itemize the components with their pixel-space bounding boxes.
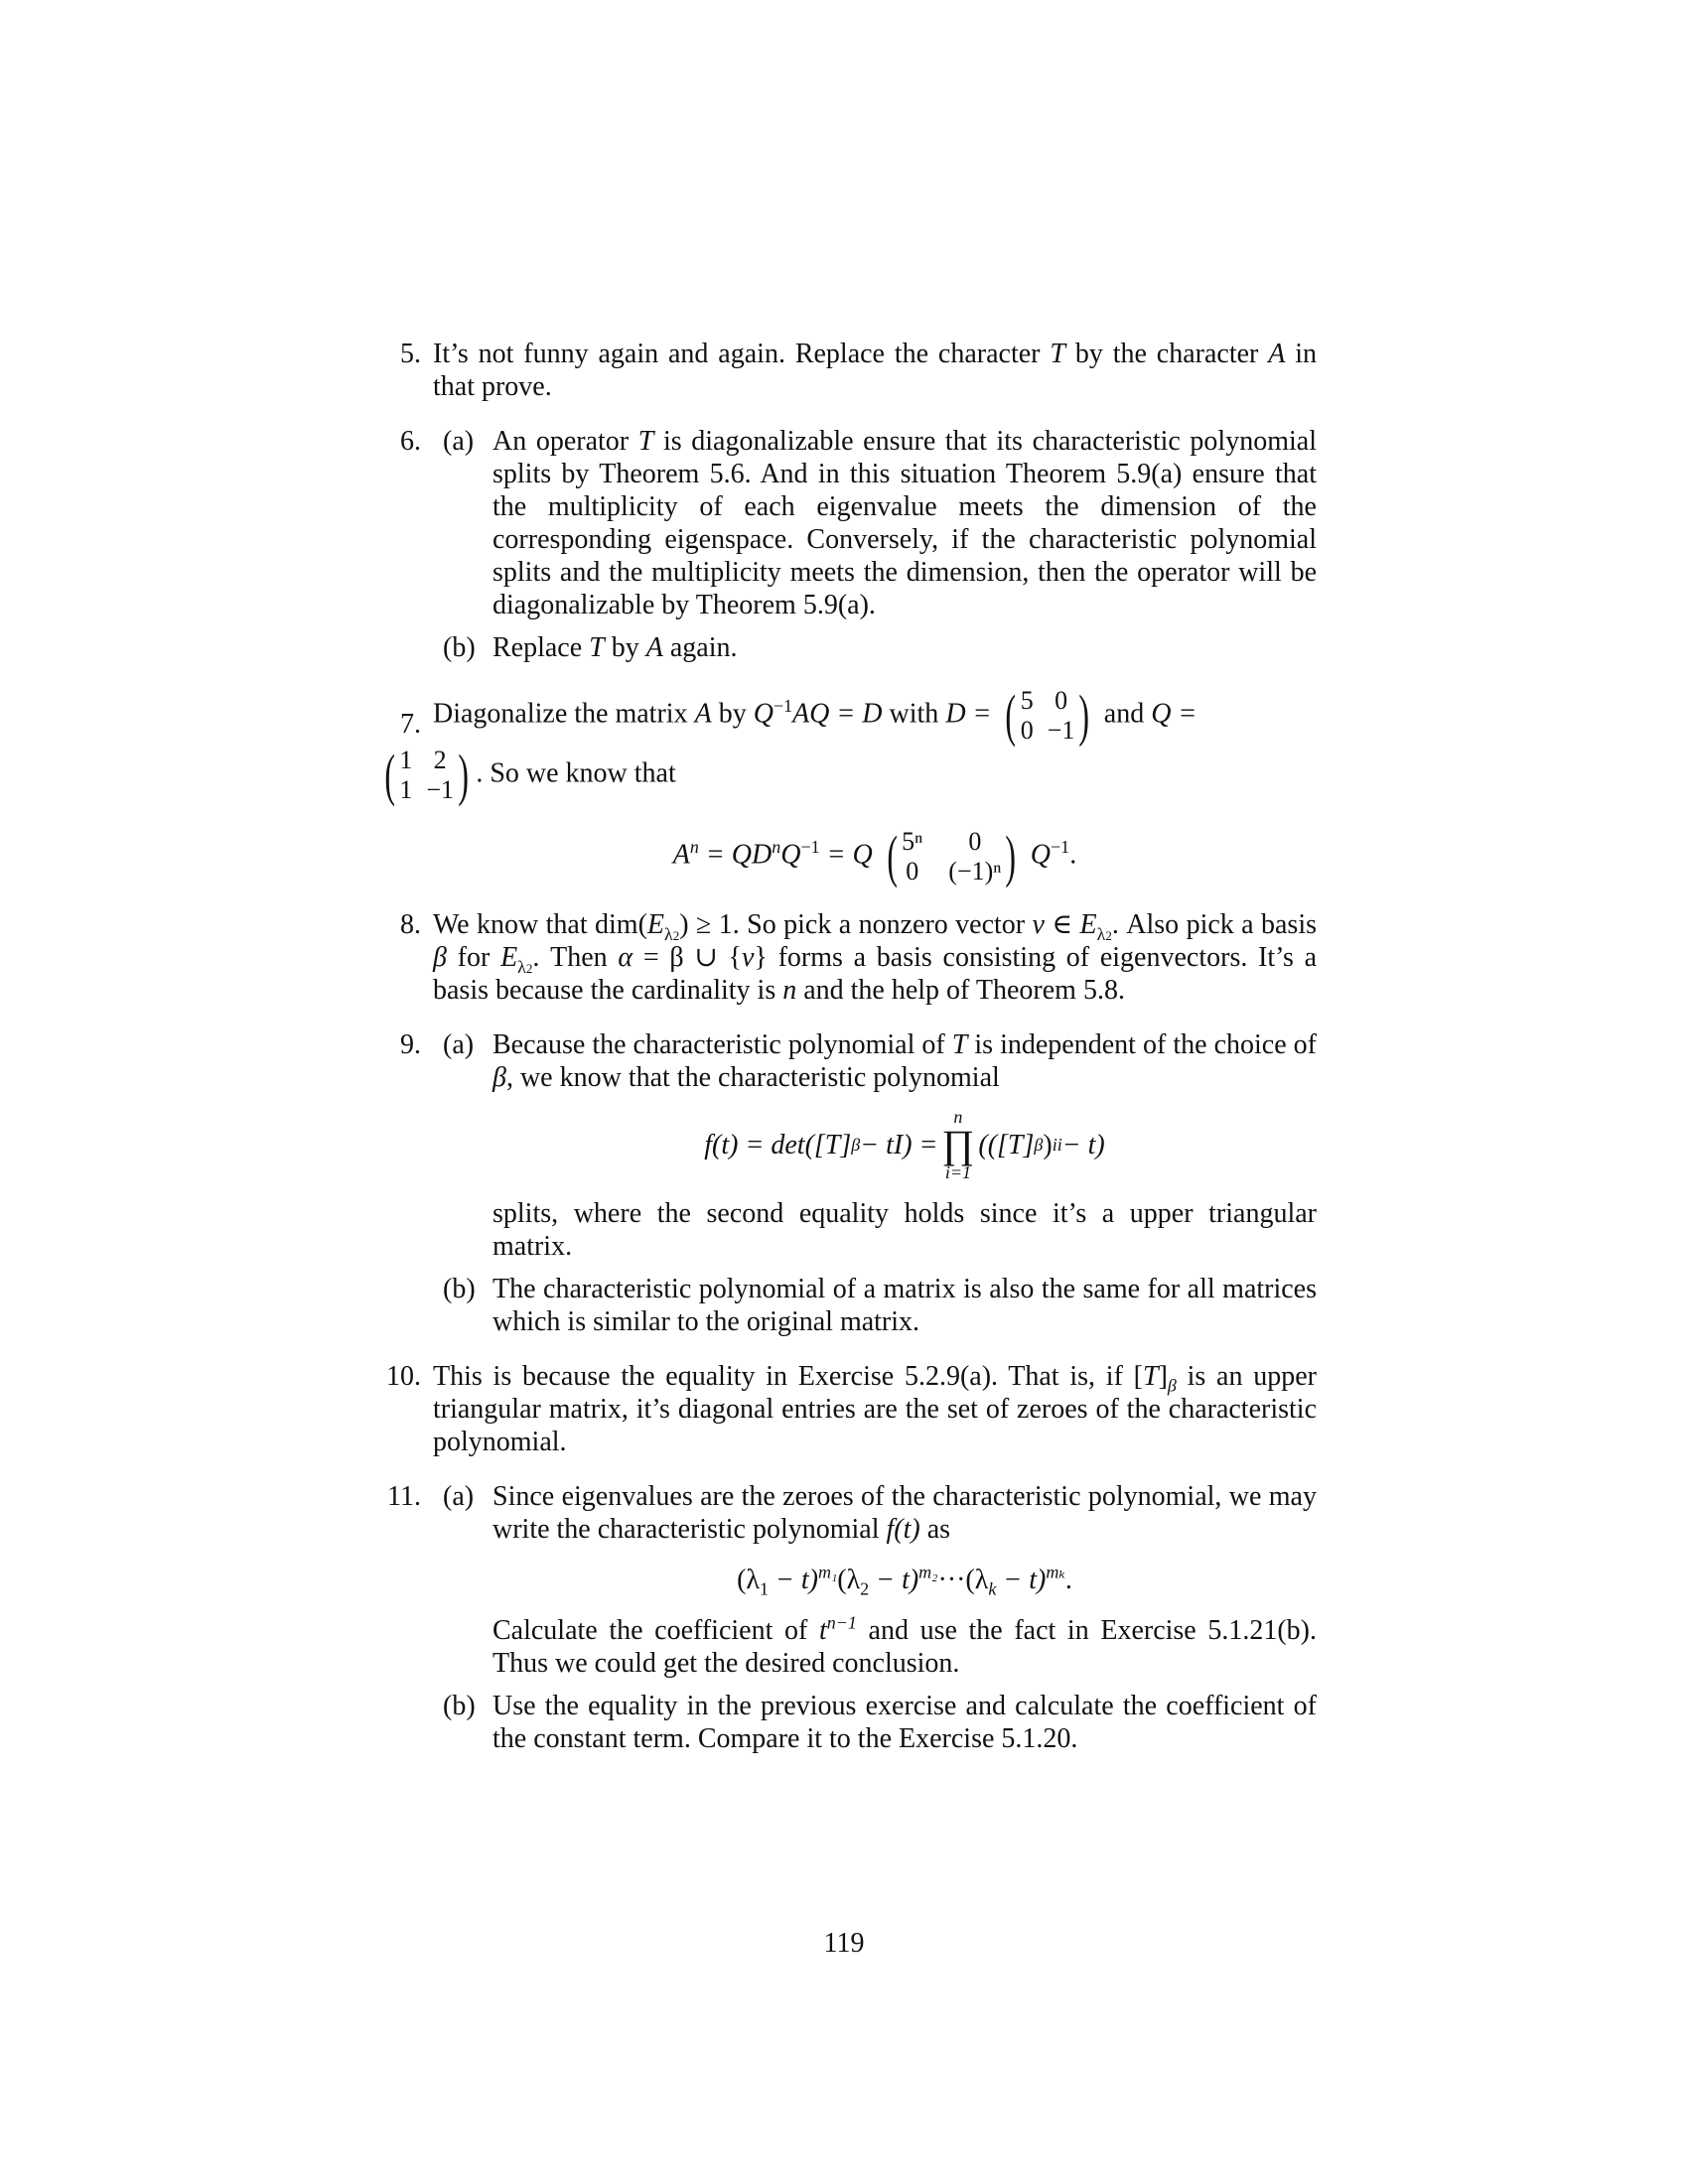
exercise-7: 7. Diagonalize the matrix A by $Q^{-1}AQ = D$ with D = ( 5 0 0 −1 ) and Q = ( 1 2 1 −1 ) . So we know that $A^n = QD^nQ^{-1} = Q$ ( 5ⁿ 0 0 (−1)ⁿ ) $Q^{-1}$. bbox=[377, 686, 1317, 887]
exercise-9 bbox=[377, 1028, 1317, 1338]
page-number: 119 bbox=[823, 1928, 865, 1959]
exercise-7-text: Diagonalize the matrix A by $Q^{-1}AQ = D$ with D = ( 5 0 0 −1 ) and Q = bbox=[433, 683, 1197, 748]
matrix-Dn: ( 5ⁿ 0 0 (−1)ⁿ ) bbox=[887, 824, 1017, 888]
item-number: 8. bbox=[400, 909, 421, 940]
matrix-D: ( 5 0 0 −1 ) bbox=[1005, 683, 1090, 748]
item-number: 5. bbox=[400, 339, 421, 369]
exercise-11a: (a) Since eigenvalues are the zeroes of the characteristic polynomial, we may write the characteristic polynomial f(t) as $(\lambda_1 - t)^{m_1}(\lambda_2 - t)^{m_2}\cdot\cdot\cdot(\lambda_k - t)^{m_k}$. Calculate the coefficient of $t^{n-1}$ and use the fact in Exercise 5.1.21(b). Thus we could get the desired conclusion. bbox=[443, 1481, 1317, 1679]
equation-char-poly: f(t) = det([T] β − tI) = n ∏ i=1 (([T] β ) ii − t) bbox=[704, 1107, 1105, 1182]
item-number: 11. bbox=[387, 1481, 421, 1512]
sub-label: (b) bbox=[443, 632, 476, 663]
sub-label: (b) bbox=[443, 1274, 476, 1304]
matrix-Q: ( 1 2 1 −1 ) bbox=[384, 743, 469, 807]
exercise-10-text: This is because the equality in Exercise 5.2.9(a). That is, if $[T]_\beta$ is an upper triangular matrix, it’s diagonal entries are the set of zeroes of the characteristic polynomial. bbox=[433, 1361, 1317, 1457]
exercise-5 bbox=[377, 338, 1317, 403]
item-number: 10. bbox=[386, 1361, 421, 1392]
exercise-8 bbox=[377, 908, 1317, 1007]
exercise-9b: (b) The characteristic polynomial of a matrix is also the same for all matrices which is similar to the original matrix. bbox=[443, 1274, 1317, 1337]
exercise-6a: (a) An operator T is diagonalizable ensure that its characteristic polynomial splits by Theorem 5.6. And in this situation Theorem 5.9(a) ensure that the multiplicity of each eigenvalue meets the dimension of the corresponding eigenspace. Conversely, if the characteristic polynomial splits and the multiplicity meets the dimension, then the operator will be diagonalizable by Theorem 5.9(a). bbox=[443, 426, 1317, 620]
exercise-6 bbox=[377, 425, 1317, 664]
exercise-5-text: It’s not funny again and again. Replace the character T by the character A in that prove. bbox=[433, 339, 1317, 402]
exercise-11 bbox=[377, 1480, 1317, 1755]
sub-label: (a) bbox=[443, 1029, 475, 1060]
exercise-10 bbox=[377, 1360, 1317, 1458]
product-symbol: n ∏ i=1 bbox=[941, 1107, 975, 1182]
sub-label: (a) bbox=[443, 426, 475, 457]
exercise-11b: (b) Use the equality in the previous exercise and calculate the coefficient of the constant term. Compare it to the Exercise 5.1.20. bbox=[443, 1691, 1317, 1754]
item-number: 6. bbox=[400, 426, 421, 457]
exercise-6b: (b) Replace T by A again. bbox=[443, 632, 738, 663]
page-body bbox=[377, 338, 1317, 1777]
sub-label: (a) bbox=[443, 1481, 475, 1512]
exercise-9a: (a) Because the characteristic polynomial of T is independent of the choice of β, we know that the characteristic polynomial f(t) = det([T] β − tI) = n ∏ i=1 (([T] β ) ii − t) splits, where the second equality holds since it’s a upper triangular matrix. bbox=[443, 1029, 1317, 1262]
equation-An: $A^n = QD^nQ^{-1} = Q$ ( 5ⁿ 0 0 (−1)ⁿ ) $Q^{-1}$. bbox=[672, 824, 1077, 888]
item-number: 7. bbox=[400, 709, 421, 740]
equation-factorization: $(\lambda_1 - t)^{m_1}(\lambda_2 - t)^{m_2}\cdot\cdot\cdot(\lambda_k - t)^{m_k}$. bbox=[737, 1562, 1072, 1599]
exercise-8-text: We know that $dim(E_{\lambda 2}) \ge 1$. So pick a nonzero vector v ∈ $E_{\lambda 2}$. Also pick a basis β for $E_{\lambda 2}$. Then α = β ∪ {v} forms a basis consisting of eigenvectors. It’s a basis because the cardinality is n and the help of Theorem 5.8. bbox=[433, 909, 1318, 1006]
item-number: 9. bbox=[400, 1029, 421, 1060]
sub-label: (b) bbox=[443, 1691, 476, 1721]
